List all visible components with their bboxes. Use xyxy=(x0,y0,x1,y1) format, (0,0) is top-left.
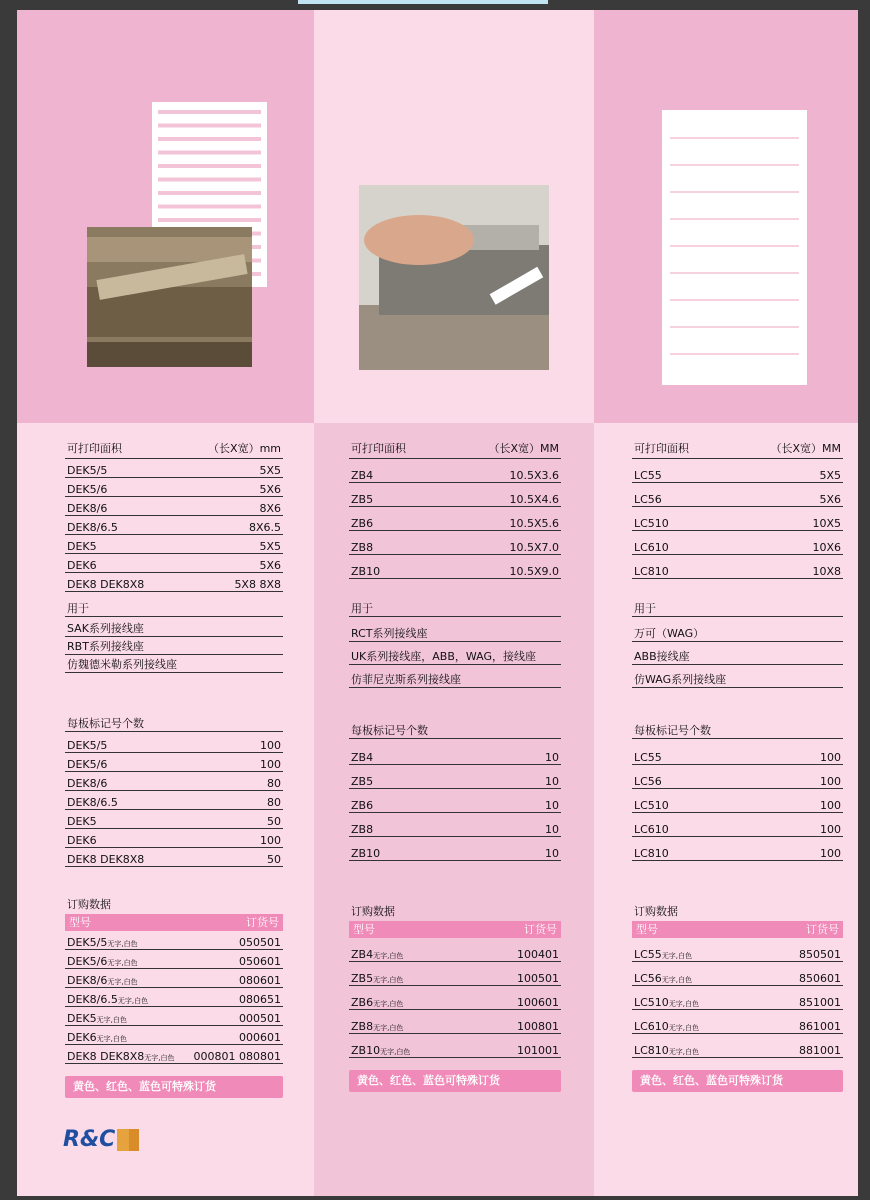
order-suffix: 无字,白色 xyxy=(668,1024,700,1032)
count-value: 100 xyxy=(260,739,281,752)
dims-header xyxy=(349,440,561,459)
count-value: 10 xyxy=(545,847,559,860)
order-model: DEK8 DEK8X8 xyxy=(67,1050,145,1063)
order-code: 000601 xyxy=(239,1031,281,1044)
count-row xyxy=(65,810,283,829)
dims-model: DEK6 xyxy=(67,559,97,572)
count-value: 100 xyxy=(260,834,281,847)
dims-model: ZB10 xyxy=(351,565,381,578)
count-model: ZB10 xyxy=(351,847,381,860)
order-model: DEK8/6 xyxy=(67,974,108,987)
dims-model: LC610 xyxy=(634,541,669,554)
count-value: 50 xyxy=(267,815,281,828)
dims-header-unit: （长X宽）mm xyxy=(208,442,281,455)
dims-row xyxy=(65,554,283,573)
count-row xyxy=(632,741,843,765)
count-model: LC56 xyxy=(634,775,662,788)
order-model: DEK6 xyxy=(67,1031,97,1044)
count-row xyxy=(65,848,283,867)
order-code: 851001 xyxy=(799,996,841,1009)
count-value: 10 xyxy=(545,823,559,836)
order-table xyxy=(632,903,843,1092)
order-model-cell xyxy=(634,1044,699,1057)
terminal-block-photo xyxy=(87,227,252,367)
dims-table xyxy=(65,440,283,592)
dims-value: 10X8 xyxy=(812,565,841,578)
order-model-cell xyxy=(67,936,138,949)
dims-model: ZB4 xyxy=(351,469,374,482)
dims-header-unit: （长X宽）MM xyxy=(770,442,841,455)
order-row xyxy=(349,1010,561,1034)
dims-value: 10.5X7.0 xyxy=(509,541,559,554)
order-code: 850501 xyxy=(799,948,841,961)
order-row xyxy=(65,1045,283,1064)
count-row xyxy=(632,813,843,837)
dims-row xyxy=(349,459,561,483)
order-suffix: 无字,白色 xyxy=(661,952,693,960)
order-row xyxy=(349,962,561,986)
order-model-cell xyxy=(351,1044,410,1057)
count-value: 100 xyxy=(820,775,841,788)
logo-mark-icon xyxy=(117,1129,139,1151)
count-value: 80 xyxy=(267,777,281,790)
order-model-cell xyxy=(67,1012,127,1025)
count-row xyxy=(632,789,843,813)
uses-title: 用于 xyxy=(65,600,283,617)
count-row xyxy=(65,772,283,791)
order-table xyxy=(349,903,561,1092)
use-text: SAK系列接线座 xyxy=(67,622,144,635)
order-header-model: 型号 xyxy=(69,916,91,929)
count-model: LC810 xyxy=(634,847,669,860)
order-model: ZB10 xyxy=(351,1044,381,1057)
count-row xyxy=(632,765,843,789)
count-model: LC55 xyxy=(634,751,662,764)
dims-model: ZB5 xyxy=(351,493,374,506)
dims-model: DEK5 xyxy=(67,540,97,553)
order-header-code: 订货号 xyxy=(524,923,557,936)
use-text: 仿菲尼克斯系列接线座 xyxy=(351,673,461,686)
count-row xyxy=(65,753,283,772)
dims-row xyxy=(632,483,843,507)
count-model: DEK5/5 xyxy=(67,739,108,752)
count-row xyxy=(349,741,561,765)
order-code: 101001 xyxy=(517,1044,559,1057)
order-code: 050501 xyxy=(239,936,281,949)
order-model-cell xyxy=(67,1031,127,1044)
count-model: ZB8 xyxy=(351,823,374,836)
counts-table xyxy=(632,722,843,861)
order-suffix: 无字,白色 xyxy=(373,1000,404,1008)
order-row xyxy=(65,988,283,1007)
catalog-page xyxy=(17,10,858,1196)
dims-model: DEK8/6 xyxy=(67,502,108,515)
order-code: 000501 xyxy=(239,1012,281,1025)
dims-model: LC56 xyxy=(634,493,662,506)
order-model: LC56 xyxy=(634,972,662,985)
brand-logo xyxy=(63,1127,139,1152)
order-model: LC610 xyxy=(634,1020,669,1033)
dims-header-unit: （长X宽）MM xyxy=(488,442,559,455)
use-text: ABB接线座 xyxy=(634,650,690,663)
order-row xyxy=(632,938,843,962)
counts-title: 每板标记号个数 xyxy=(65,715,283,732)
order-row xyxy=(349,986,561,1010)
dims-row xyxy=(349,531,561,555)
order-row xyxy=(632,986,843,1010)
order-model: LC55 xyxy=(634,948,662,961)
count-row xyxy=(349,813,561,837)
order-suffix: 无字,白色 xyxy=(668,1000,700,1008)
dims-table xyxy=(349,440,561,579)
use-item xyxy=(65,637,283,655)
order-model: LC510 xyxy=(634,996,669,1009)
counts-table xyxy=(65,715,283,867)
count-value: 80 xyxy=(267,796,281,809)
count-row xyxy=(65,829,283,848)
count-model: ZB5 xyxy=(351,775,374,788)
use-item xyxy=(349,642,561,665)
image-band xyxy=(17,10,314,423)
order-row xyxy=(65,1007,283,1026)
dims-model: LC55 xyxy=(634,469,662,482)
use-item xyxy=(632,665,843,688)
counts-table xyxy=(349,722,561,861)
count-model: LC610 xyxy=(634,823,669,836)
use-text: 仿WAG系列接线座 xyxy=(634,673,727,686)
order-row xyxy=(632,1010,843,1034)
dims-row xyxy=(65,478,283,497)
use-item xyxy=(632,642,843,665)
order-header xyxy=(65,914,283,931)
order-code: 080651 xyxy=(239,993,281,1006)
special-order-note: 黄色、红色、蓝色可特殊订货 xyxy=(65,1076,283,1098)
count-model: LC510 xyxy=(634,799,669,812)
special-order-note: 黄色、红色、蓝色可特殊订货 xyxy=(632,1070,843,1092)
use-item xyxy=(632,619,843,642)
order-model: DEK5/6 xyxy=(67,955,108,968)
order-model-cell xyxy=(634,948,692,961)
dims-row xyxy=(65,459,283,478)
order-row xyxy=(65,931,283,950)
order-model-cell xyxy=(67,993,148,1006)
dims-row xyxy=(349,483,561,507)
order-model-cell xyxy=(351,996,403,1009)
dims-model: DEK8/6.5 xyxy=(67,521,118,534)
terminal-marker-photo xyxy=(359,185,549,370)
dims-row xyxy=(349,555,561,579)
dims-value: 5X8 8X8 xyxy=(234,578,281,591)
use-item xyxy=(65,619,283,637)
order-row xyxy=(65,950,283,969)
order-model-cell xyxy=(351,972,403,985)
dims-value: 5X6 xyxy=(259,483,281,496)
count-value: 100 xyxy=(820,847,841,860)
order-header xyxy=(632,921,843,938)
order-suffix: 无字,白色 xyxy=(373,952,404,960)
order-suffix: 无字,白色 xyxy=(107,940,138,948)
dims-header xyxy=(65,440,283,459)
logo-text: R&C xyxy=(63,1127,116,1152)
dims-row xyxy=(632,459,843,483)
count-value: 100 xyxy=(820,823,841,836)
dims-model: ZB6 xyxy=(351,517,374,530)
order-title: 订购数据 xyxy=(634,905,678,918)
dims-row xyxy=(65,497,283,516)
column-dek xyxy=(17,10,314,1196)
dims-value: 10.5X3.6 xyxy=(509,469,559,482)
order-model-cell xyxy=(634,996,699,1009)
count-row xyxy=(349,765,561,789)
count-row xyxy=(632,837,843,861)
top-frame xyxy=(0,0,870,8)
order-header xyxy=(349,921,561,938)
use-text: 仿魏德米勒系列接线座 xyxy=(67,658,177,671)
dims-value: 10X5 xyxy=(812,517,841,530)
order-suffix: 无字,白色 xyxy=(107,959,138,967)
special-order-note: 黄色、红色、蓝色可特殊订货 xyxy=(349,1070,561,1092)
count-value: 100 xyxy=(820,751,841,764)
dims-header-label: 可打印面积 xyxy=(634,442,689,455)
order-code: 080601 xyxy=(239,974,281,987)
count-row xyxy=(65,791,283,810)
dims-value: 10.5X5.6 xyxy=(509,517,559,530)
order-code: 100801 xyxy=(517,1020,559,1033)
order-suffix: 无字,白色 xyxy=(96,1016,127,1024)
order-model-cell xyxy=(67,1050,175,1063)
order-model: LC810 xyxy=(634,1044,669,1057)
uses-title: 用于 xyxy=(632,600,843,617)
dims-value: 8X6.5 xyxy=(248,521,281,534)
order-model: ZB6 xyxy=(351,996,374,1009)
order-table xyxy=(65,896,283,1098)
order-row xyxy=(632,962,843,986)
order-code: 850601 xyxy=(799,972,841,985)
order-model-cell xyxy=(67,974,138,987)
count-model: DEK5/6 xyxy=(67,758,108,771)
count-value: 10 xyxy=(545,775,559,788)
dims-value: 10.5X9.0 xyxy=(509,565,559,578)
order-title: 订购数据 xyxy=(351,905,395,918)
order-model-cell xyxy=(67,955,138,968)
dims-table xyxy=(632,440,843,579)
dims-model: LC510 xyxy=(634,517,669,530)
top-accent xyxy=(298,0,548,4)
column-lc xyxy=(594,10,858,1196)
counts-title: 每板标记号个数 xyxy=(632,722,843,739)
order-code: 100601 xyxy=(517,996,559,1009)
order-row xyxy=(349,1034,561,1058)
order-header-model: 型号 xyxy=(636,923,658,936)
order-code: 881001 xyxy=(799,1044,841,1057)
order-suffix: 无字,白色 xyxy=(380,1048,411,1056)
dims-value: 10X6 xyxy=(812,541,841,554)
order-header-code: 订货号 xyxy=(246,916,279,929)
counts-title: 每板标记号个数 xyxy=(349,722,561,739)
order-code: 000801 080801 xyxy=(193,1050,281,1063)
order-header-model: 型号 xyxy=(353,923,375,936)
use-item xyxy=(349,665,561,688)
order-model: ZB8 xyxy=(351,1020,374,1033)
label-sheet-image xyxy=(662,110,807,385)
order-model-cell xyxy=(351,948,403,961)
count-value: 10 xyxy=(545,799,559,812)
count-value: 100 xyxy=(820,799,841,812)
image-band xyxy=(594,10,858,423)
order-suffix: 无字,白色 xyxy=(96,1035,127,1043)
dims-header-label: 可打印面积 xyxy=(67,442,122,455)
order-model: ZB4 xyxy=(351,948,374,961)
order-model: DEK5/5 xyxy=(67,936,108,949)
order-row xyxy=(349,938,561,962)
order-title: 订购数据 xyxy=(67,898,111,911)
dims-header xyxy=(632,440,843,459)
uses-title: 用于 xyxy=(349,600,561,617)
count-value: 10 xyxy=(545,751,559,764)
count-row xyxy=(65,734,283,753)
order-suffix: 无字,白色 xyxy=(373,1024,404,1032)
count-row xyxy=(349,837,561,861)
column-zb xyxy=(314,10,594,1196)
order-header-code: 订货号 xyxy=(806,923,839,936)
dims-model: ZB8 xyxy=(351,541,374,554)
dims-value: 5X5 xyxy=(259,464,281,477)
count-value: 100 xyxy=(260,758,281,771)
use-text: RCT系列接线座 xyxy=(351,627,428,640)
use-text: UK系列接线座，ABB，WAG，接线座 xyxy=(351,650,537,663)
dims-model: DEK5/5 xyxy=(67,464,108,477)
dims-value: 5X6 xyxy=(819,493,841,506)
dims-row xyxy=(632,531,843,555)
image-band xyxy=(314,10,594,423)
order-model-cell xyxy=(634,1020,699,1033)
uses-list xyxy=(632,600,843,688)
dims-row xyxy=(632,507,843,531)
order-row xyxy=(632,1034,843,1058)
order-suffix: 无字,白色 xyxy=(668,1048,700,1056)
count-model: DEK8/6.5 xyxy=(67,796,118,809)
use-text: 万可（WAG） xyxy=(634,627,705,640)
dims-value: 10.5X4.6 xyxy=(509,493,559,506)
order-suffix: 无字,白色 xyxy=(107,978,138,986)
dims-row xyxy=(349,507,561,531)
order-suffix: 无字,白色 xyxy=(117,997,149,1005)
order-code: 050601 xyxy=(239,955,281,968)
order-suffix: 无字,白色 xyxy=(373,976,404,984)
dims-model: DEK5/6 xyxy=(67,483,108,496)
count-model: DEK6 xyxy=(67,834,97,847)
order-model: DEK8/6.5 xyxy=(67,993,118,1006)
count-model: DEK8 DEK8X8 xyxy=(67,853,145,866)
count-model: ZB4 xyxy=(351,751,374,764)
order-model-cell xyxy=(634,972,692,985)
order-row xyxy=(65,1026,283,1045)
count-model: ZB6 xyxy=(351,799,374,812)
count-model: DEK8/6 xyxy=(67,777,108,790)
use-item xyxy=(65,655,283,673)
dims-row xyxy=(65,573,283,592)
use-text: RBT系列接线座 xyxy=(67,640,144,653)
dims-value: 5X6 xyxy=(259,559,281,572)
dims-model: LC810 xyxy=(634,565,669,578)
dims-value: 8X6 xyxy=(259,502,281,515)
use-item xyxy=(349,619,561,642)
order-suffix: 无字,白色 xyxy=(661,976,693,984)
dims-row xyxy=(65,535,283,554)
dims-value: 5X5 xyxy=(259,540,281,553)
order-code: 861001 xyxy=(799,1020,841,1033)
order-row xyxy=(65,969,283,988)
dims-model: DEK8 DEK8X8 xyxy=(67,578,145,591)
uses-list xyxy=(349,600,561,688)
order-code: 100501 xyxy=(517,972,559,985)
uses-list xyxy=(65,600,283,673)
dims-row xyxy=(632,555,843,579)
order-model: ZB5 xyxy=(351,972,374,985)
count-model: DEK5 xyxy=(67,815,97,828)
dims-row xyxy=(65,516,283,535)
order-model: DEK5 xyxy=(67,1012,97,1025)
order-model-cell xyxy=(351,1020,403,1033)
order-code: 100401 xyxy=(517,948,559,961)
dims-value: 5X5 xyxy=(819,469,841,482)
order-suffix: 无字,白色 xyxy=(144,1054,175,1062)
count-row xyxy=(349,789,561,813)
count-value: 50 xyxy=(267,853,281,866)
dims-header-label: 可打印面积 xyxy=(351,442,406,455)
